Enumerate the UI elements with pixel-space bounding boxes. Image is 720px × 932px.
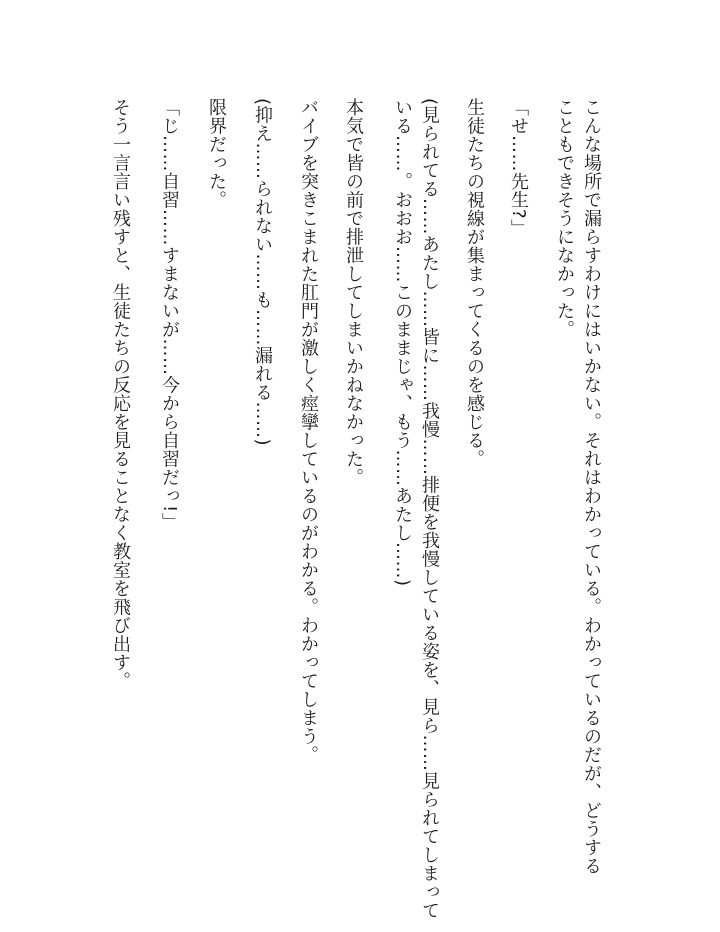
text-line-7: 本気で皆の前で排泄してしまいかねなかった。 bbox=[343, 98, 364, 487]
text-line-9: (抑え……られない……も……漏れる……) bbox=[252, 98, 273, 447]
text-line-4: 生徒たちの視線が集まってくるのを感じる。 bbox=[464, 98, 485, 468]
text-line-11: 「じ……自習……すまないが……今から自習だっ!」 bbox=[159, 98, 180, 532]
text-line-6: いる……。おおお……このままじゃ、もう……あたし……) bbox=[392, 98, 413, 587]
text-line-1: こんな場所で漏らすわけにはいかない。それはわかっている。わかっているのだが、どうする bbox=[581, 98, 602, 875]
text-line-3: 「せ……先生?」 bbox=[508, 98, 529, 238]
text-line-12: そう一言言い残すと、生徒たちの反応を見ることなく教室を飛び出す。 bbox=[110, 98, 131, 690]
text-line-5: (見られてる……あたし……皆に……我慢……排便を我慢している姿を、見ら……見られてしまって bbox=[419, 98, 440, 920]
text-line-2: こともできそうになかった。 bbox=[554, 98, 575, 339]
text-line-10: 限界だった。 bbox=[206, 98, 227, 209]
text-line-8: バイブを突きこまれた肛門が激しく痙攣しているのがわかる。わかってしまう。 bbox=[298, 98, 319, 764]
